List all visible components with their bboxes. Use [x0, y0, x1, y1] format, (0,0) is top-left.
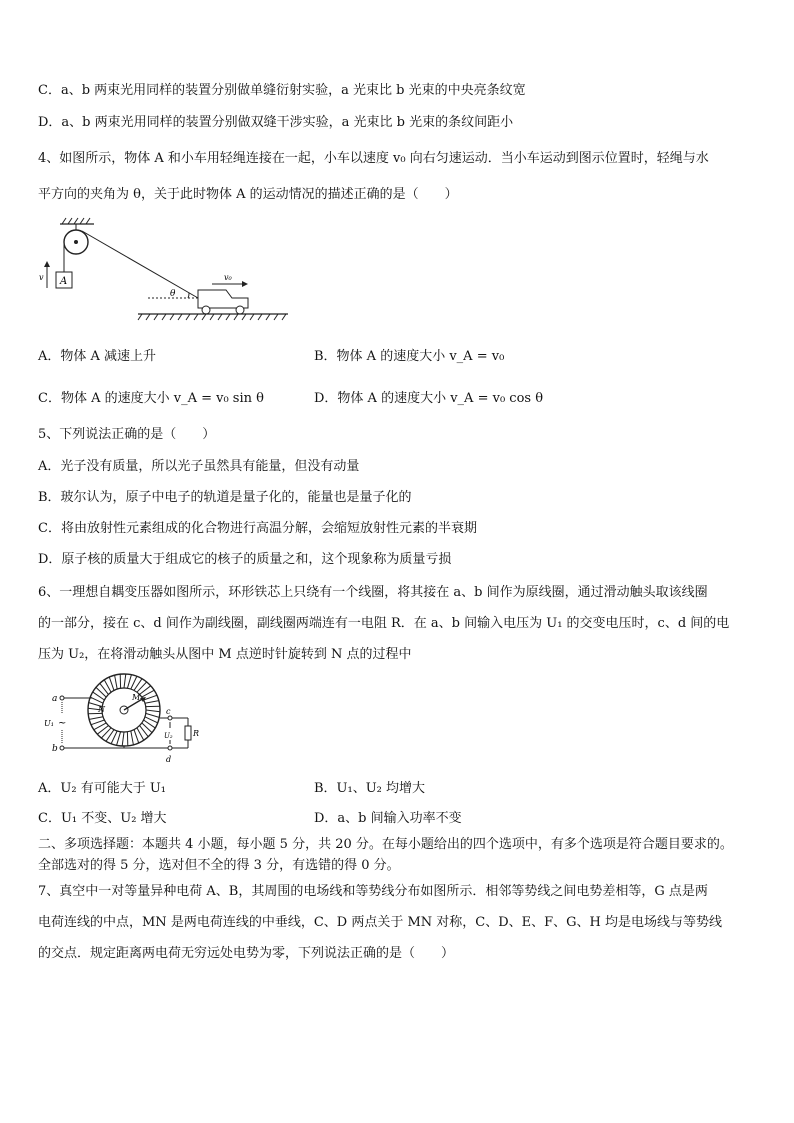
- section2-heading-line2: 全部选对的得 5 分，选对但不全的得 3 分，有选错的得 0 分。: [38, 858, 400, 873]
- coil-winding: [131, 731, 134, 745]
- car-wheel: [202, 306, 210, 314]
- q5-option-c: C．将由放射性元素组成的化合物进行高温分解，会缩短放射性元素的半衰期: [38, 521, 477, 536]
- q4-option-c: C．物体 A 的速度大小 v_A = v₀ sin θ: [38, 391, 264, 406]
- q5-option-b: B．玻尔认为，原子中电子的轨道是量子化的，能量也是量子化的: [38, 490, 412, 505]
- q4-option-b: B．物体 A 的速度大小 v_A = v₀: [314, 349, 505, 364]
- q4-stem-line1: 4、如图所示，物体 A 和小车用轻绳连接在一起，小车以速度 v₀ 向右匀速运动．当小车运动到图示位置时，轻绳与水: [38, 151, 709, 166]
- coil-winding: [89, 717, 103, 720]
- q6-figure-autotransformer: [40, 672, 210, 768]
- coil-winding: [145, 701, 159, 704]
- coil-winding: [146, 710, 160, 712]
- resistor-r: [185, 726, 191, 740]
- coil-winding: [134, 730, 139, 743]
- coil-winding: [117, 732, 121, 746]
- terminal-a-label: a: [52, 694, 58, 704]
- q4-option-d: D．物体 A 的速度大小 v_A = v₀ cos θ: [314, 391, 544, 406]
- q6-stem-line1: 6、一理想自耦变压器如图所示，环形铁芯上只绕有一个线圈，将其接在 a、b 间作为原线圈，通过滑动触头取该线圈: [38, 585, 708, 600]
- prev-option-c: C．a、b 两束光用同样的装置分别做单缝衍射实验，a 光束比 b 光束的中央亮条纹宽: [38, 83, 526, 98]
- u1-label: U₁: [44, 719, 54, 728]
- terminal-c-label: c: [166, 707, 171, 716]
- block-a-label: A: [60, 276, 68, 287]
- coil-winding: [146, 713, 160, 717]
- resistor-r-label: R: [193, 729, 200, 738]
- angle-theta-label: θ: [170, 289, 176, 299]
- q6-option-b: B．U₁、U₂ 均增大: [314, 781, 426, 796]
- prev-option-d: D．a、b 两束光用同样的装置分别做双缝干涉实验，a 光束比 b 光束的条纹间距小: [38, 115, 514, 130]
- terminal-d-label: d: [166, 755, 172, 764]
- q4-figure-pulley-car: [38, 218, 298, 328]
- q5-option-a: A．光子没有质量，所以光子虽然具有能量，但没有动量: [38, 459, 360, 474]
- coil-winding: [124, 674, 126, 688]
- q6-stem-line3: 压为 U₂，在将滑动触头从图中 M 点逆时针旋转到 N 点的过程中: [38, 647, 412, 662]
- q6-stem-line2: 的一部分，接在 c、d 间作为副线圈，副线圈两端连有一电阻 R．在 a、b 间输入电压为 U₁ 的交变电压时，c、d 间的电: [38, 616, 730, 631]
- section2-heading-line1: 二、多项选择题：本题共 4 小题，每小题 5 分，共 20 分。在每小题给出的四个选项中，有多个选项是符合题目要求的。: [38, 837, 733, 852]
- coil-winding: [127, 675, 131, 689]
- q7-stem-line3: 的交点．规定距离两电荷无穷远处电势为零，下列说法正确的是（ ）: [38, 946, 455, 961]
- coil-winding: [91, 720, 104, 725]
- u2-label: U₂: [164, 732, 173, 740]
- ac-source-icon: ~: [58, 718, 67, 729]
- v0-label: v₀: [224, 273, 232, 282]
- car-body: [198, 290, 248, 308]
- coil-winding: [122, 732, 124, 746]
- v-label: v: [39, 273, 44, 282]
- q7-stem-line2: 电荷连线的中点，MN 是两电荷连线的中垂线，C、D 两点关于 MN 对称，C、D、E、F、G、H 均是电场线与等势线: [38, 915, 723, 930]
- coil-winding: [109, 677, 114, 690]
- point-n-label: N: [98, 705, 105, 714]
- q6-option-c: C．U₁ 不变、U₂ 增大: [38, 811, 167, 826]
- q6-option-a: A．U₂ 有可能大于 U₁: [38, 781, 166, 796]
- q4-option-a: A．物体 A 减速上升: [38, 349, 157, 364]
- coil-winding: [115, 675, 118, 689]
- point-m-label: M: [132, 693, 141, 702]
- q6-option-d: D．a、b 间输入功率不变: [314, 811, 462, 826]
- q5-stem: 5、下列说法正确的是（ ）: [38, 427, 216, 442]
- terminal-b-label: b: [52, 744, 58, 754]
- q4-stem-line2: 平方向的夹角为 θ，关于此时物体 A 的运动情况的描述正确的是（ ）: [38, 187, 458, 202]
- q5-option-d: D．原子核的质量大于组成它的核子的质量之和，这个现象称为质量亏损: [38, 552, 452, 567]
- q7-stem-line1: 7、真空中一对等量异种电荷 A、B，其周围的电场线和等势线分布如图所示．相邻等势线之间电势差相等，G 点是两: [38, 884, 708, 899]
- car-wheel: [236, 306, 244, 314]
